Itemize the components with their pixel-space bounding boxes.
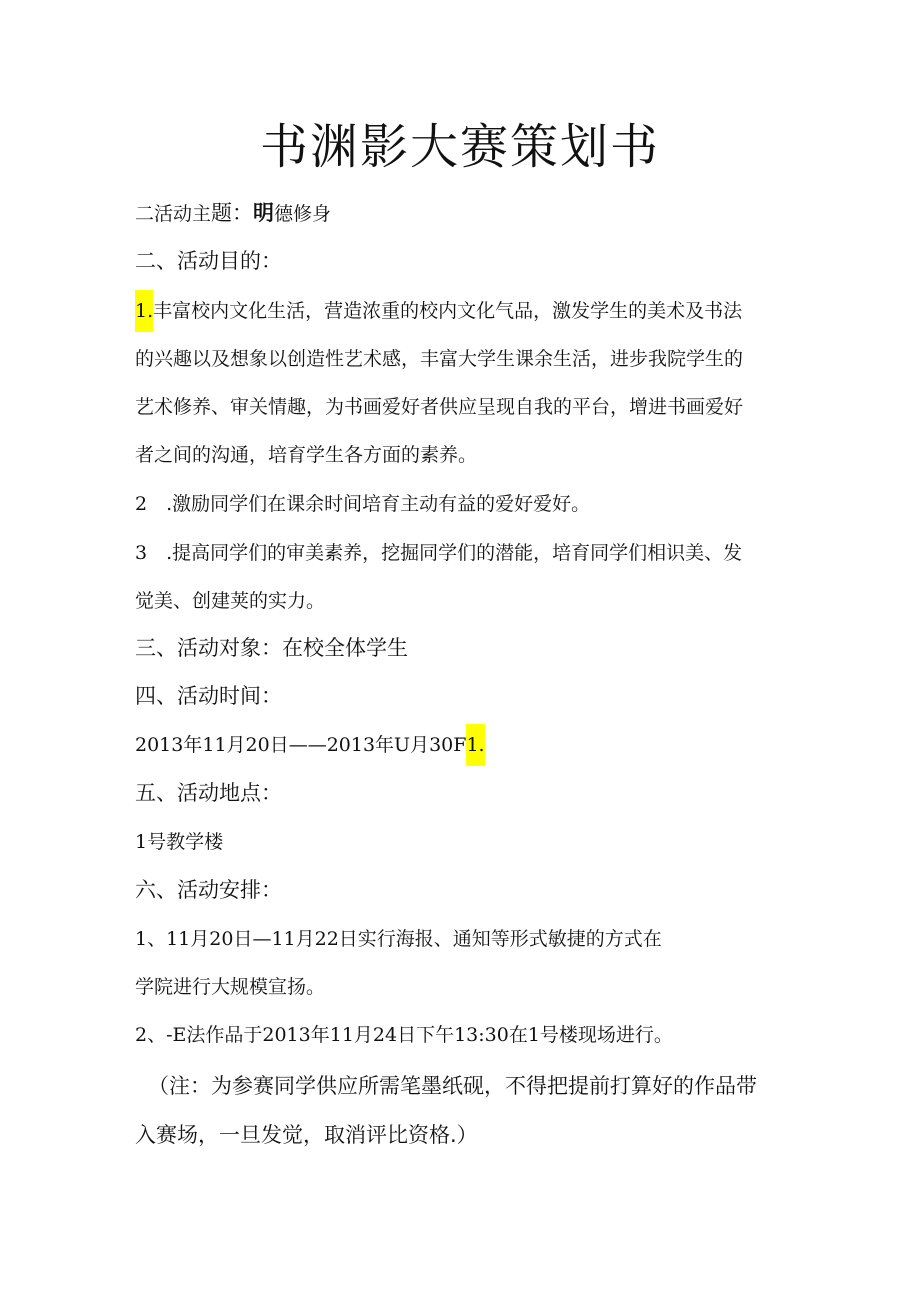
place-value: 1号教学楼 (135, 831, 224, 853)
purpose-item3-line2: 觉美、创建荚的实力。 (135, 590, 326, 612)
schedule-heading: 六、活动安排： (135, 878, 282, 902)
purpose-item1-line4: 者之间的沟通，培育学生各方面的素养。 (135, 444, 478, 466)
purpose-item1-line1 (135, 296, 742, 323)
theme-value: 德修身 (274, 203, 332, 225)
schedule-item1-line2: 学院进行大规模宣扬。 (135, 976, 326, 998)
theme-line (135, 197, 331, 227)
document-title: 书渊影大赛策划书 (259, 119, 660, 175)
schedule-note-line1: （注：为参赛同学供应所需笔墨纸砚，不得把提前打算好的作品带 (148, 1074, 757, 1098)
theme-label: 题： (211, 201, 254, 225)
schedule-note-line2: 入赛场，一旦发觉，取消评比资格.） (135, 1123, 478, 1147)
schedule-item1-line1: 1、11月20日—11月22日实行海报、通知等形式敏捷的方式在 (135, 928, 662, 950)
time-value-highlight: 1. (466, 724, 484, 766)
purpose-item1-line2: 的兴趣以及想象以创造性艺术感，丰富大学生课余生活，进步我院学生的 (135, 348, 744, 370)
purpose-item2: 2 .激励同学们在课余时间培育主动有益的爱好爱好。 (135, 493, 591, 515)
target-heading: 三、活动对象：在校全体学生 (135, 636, 408, 660)
purpose-heading: 二、活动目的： (135, 249, 282, 273)
purpose-item1-text: 丰富校内文化生活，营造浓重的校内文化气品，激发学生的美术及书法 (153, 300, 743, 322)
purpose-item1-number: 1. (135, 290, 153, 332)
purpose-item1-line3: 艺术修养、审关情趣，为书画爱好者供应呈现自我的平台，增进书画爱好 (135, 396, 744, 418)
theme-prefix: 二活动主 (135, 203, 212, 225)
purpose-item3-line1: 3 .提高同学们的审美素养，挖掘同学们的潜能，培育同学们相识美、发 (135, 542, 743, 564)
place-heading: 五、活动地点： (135, 781, 282, 805)
time-heading: 四、活动时间： (135, 684, 282, 708)
schedule-item2: 2、-E法作品于2013年11月24日下午13:30在1号楼现场进行。 (135, 1024, 673, 1046)
time-value-line (135, 730, 485, 757)
theme-value-bold: 明 (253, 201, 275, 225)
time-value: 2013年11月20日——2013年U月30F (135, 734, 467, 756)
